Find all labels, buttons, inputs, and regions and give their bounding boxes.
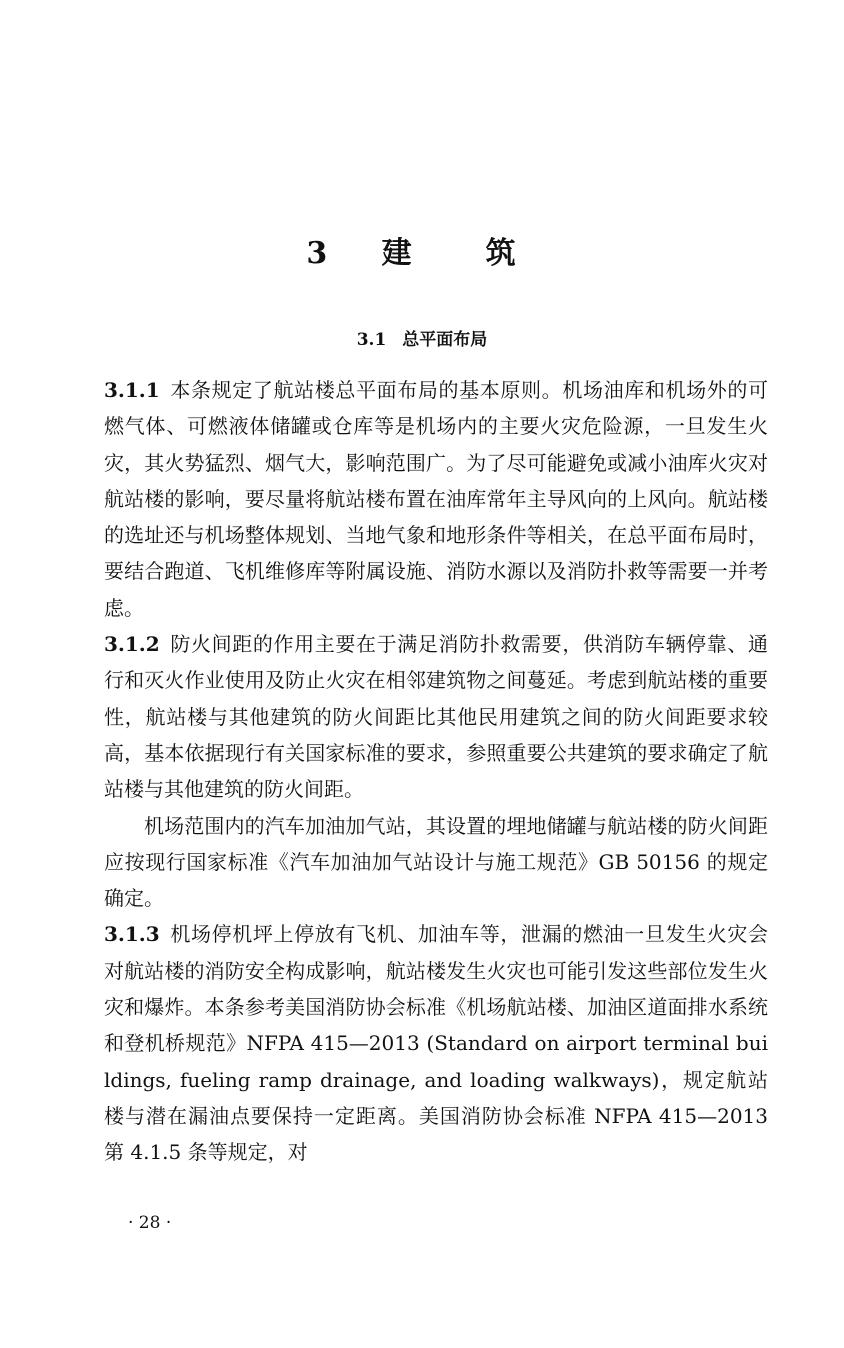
paragraph-text: 机场停机坪上停放有飞机、加油车等，泄漏的燃油一旦发生火灾会对航站楼的消防安全构成影响，航站楼发生火灾也可能引发这些部位发生火灾和爆炸。本条参考美国消防协会标准《机场航站楼、加油区道面排水系统和登机桥规范》NFPA 415—2013 (Standard on airport terminal buildings, fueling ramp drainage, and loading walkways)，规定航站楼与潜在漏油点要保持一定距离。美国消防协会标准 NFPA 415—2013 第 4.1.5 条等规定，对 [104,922,768,1165]
section-heading [0,326,844,354]
paragraph-text: 本条规定了航站楼总平面布局的基本原则。机场油库和机场外的可燃气体、可燃液体储罐或仓库等是机场内的主要火灾危险源，一旦发生火灾，其火势猛烈、烟气大，影响范围广。为了尽可能避免或减小油库火灾对航站楼的影响，要尽量将航站楼布置在油库常年主导风向的上风向。航站楼的选址还与机场整体规划、当地气象和地形条件等相关，在总平面布局时，要结合跑道、飞机维修库等附属设施、消防水源以及消防扑救等需要一并考虑。 [104,378,768,620]
section-number: 3.1 [356,330,387,350]
paragraph-3-1-1 [104,372,768,626]
chapter-title: 3 建 筑 [306,236,538,271]
page-number: · 28 · [128,1213,172,1233]
section-title: 总平面布局 [402,330,488,350]
paragraph-text: 防火间距的作用主要在于满足消防扑救需要，供消防车辆停靠、通行和灭火作业使用及防止火灾在相邻建筑物之间蔓延。考虑到航站楼的重要性，航站楼与其他建筑的防火间距比其他民用建筑之间的防火间距要求较高，基本依据现行有关国家标准的要求，参照重要公共建筑的要求确定了航站楼与其他建筑的防火间距。 [104,632,768,802]
clause-number: 3.1.3 [104,922,160,947]
paragraph-3-1-3 [104,916,768,1170]
body-text [104,372,768,1171]
clause-number: 3.1.1 [104,378,160,402]
clause-number: 3.1.2 [104,632,160,657]
paragraph-3-1-2 [104,626,768,807]
paragraph-continuation [104,808,768,917]
paragraph-text: 机场范围内的汽车加油加气站，其设置的埋地储罐与航站楼的防火间距应按现行国家标准《汽车加油加气站设计与施工规范》GB 50156 的规定确定。 [104,813,768,911]
